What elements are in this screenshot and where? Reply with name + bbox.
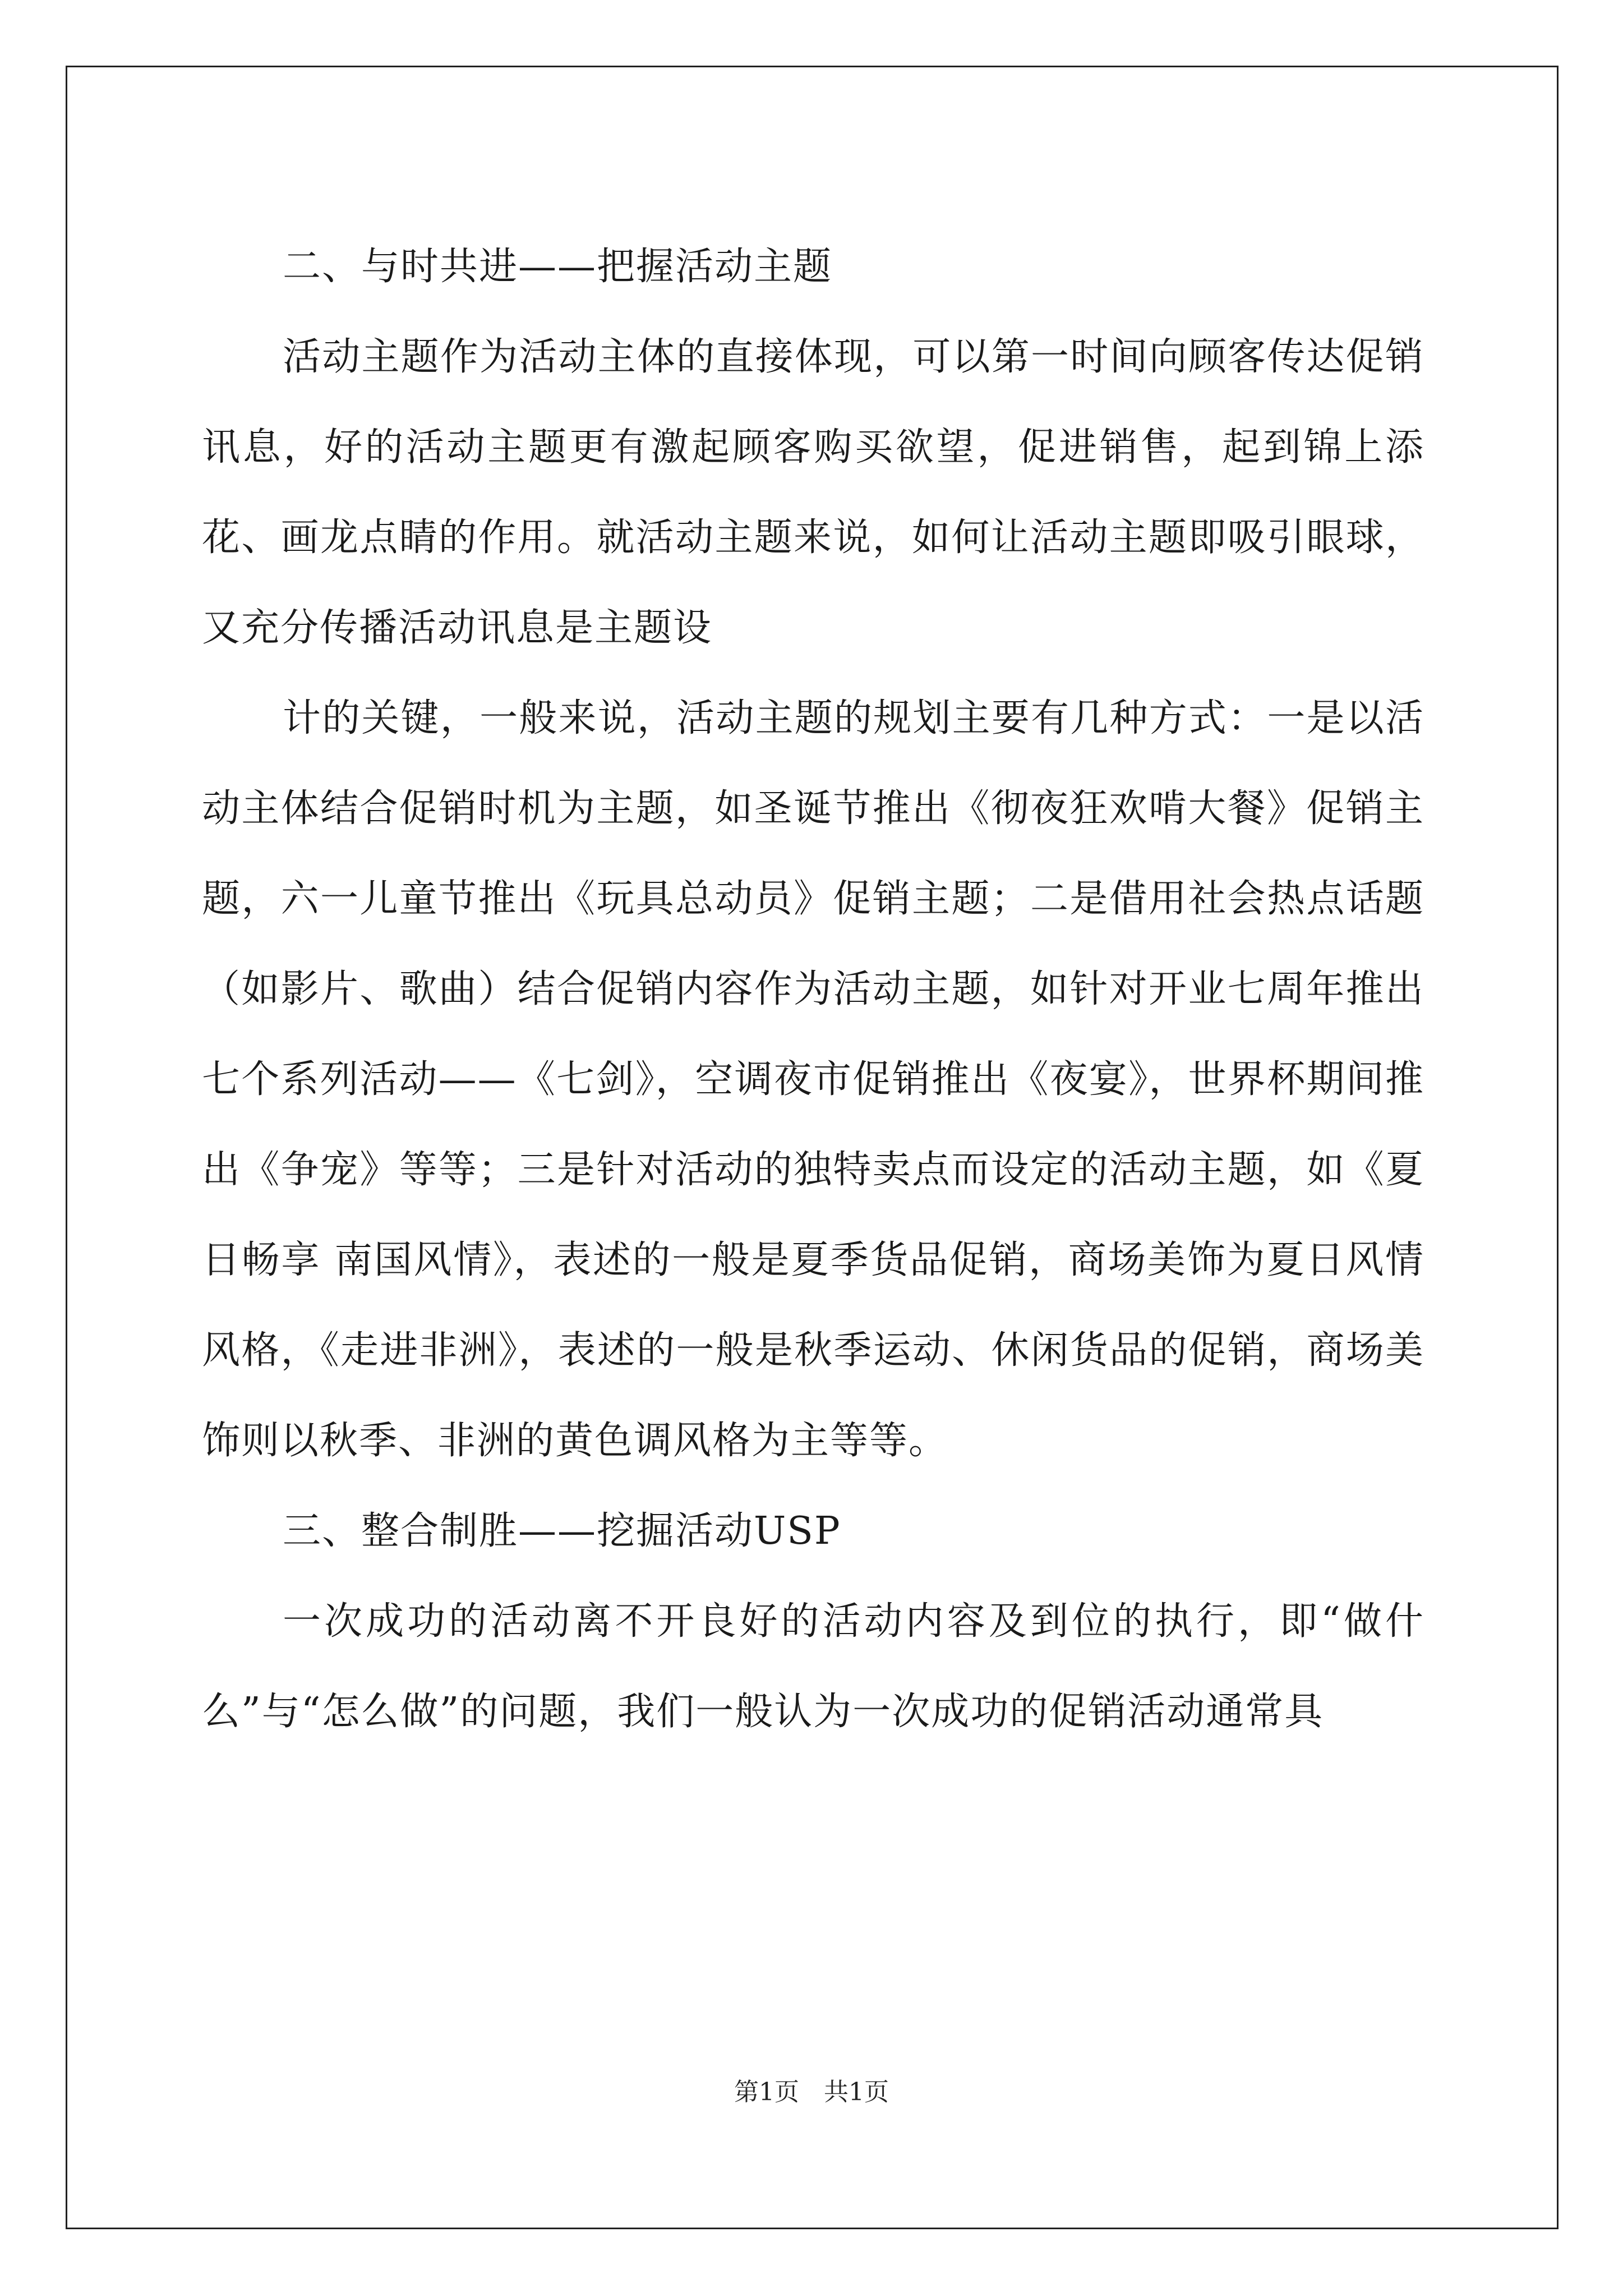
body-paragraph: 活动主题作为活动主体的直接体现，可以第一时间向顾客传达促销讯息，好的活动主题更有激起顾客购买欲望，促进销售，起到锦上添花、画龙点睛的作用。就活动主题来说，如何让活动主题即吸引眼球，又充分传播活动讯息是主题设 <box>202 335 1424 650</box>
section-heading: 三、整合制胜——挖掘活动USP <box>283 1509 841 1553</box>
body-paragraph: 一次成功的活动离不开良好的活动内容及到位的执行，即“做什么”与“怎么做”的问题，我们一般认为一次成功的促销活动通常具 <box>202 1599 1424 1734</box>
body-paragraph: 计的关键，一般来说，活动主题的规划主要有几种方式：一是以活动主体结合促销时机为主题，如圣诞节推出《彻夜狂欢啃大餐》促销主题，六一儿童节推出《玩具总动员》促销主题；二是借用社会热点话题（如影片、歌曲）结合促销内容作为活动主题，如针对开业七周年推出七个系列活动——《七剑》，空调夜市促销推出《夜宴》，世界杯期间推出《争宠》等等；三是针对活动的独特卖点而设定的活动主题，如《夏日畅享 南国风情》，表述的一般是夏季货品促销，商场美饰为夏日风情风格，《走进非洲》，表述的一般是秋季运动、休闲货品的促销，商场美饰则以秋季、非洲的黄色调风格为主等等。 <box>202 696 1424 1463</box>
page-number-footer: 第1页 共1页 <box>734 2078 889 2106</box>
section-heading: 二、与时共进——把握活动主题 <box>283 245 833 289</box>
document-body <box>202 222 1424 1757</box>
